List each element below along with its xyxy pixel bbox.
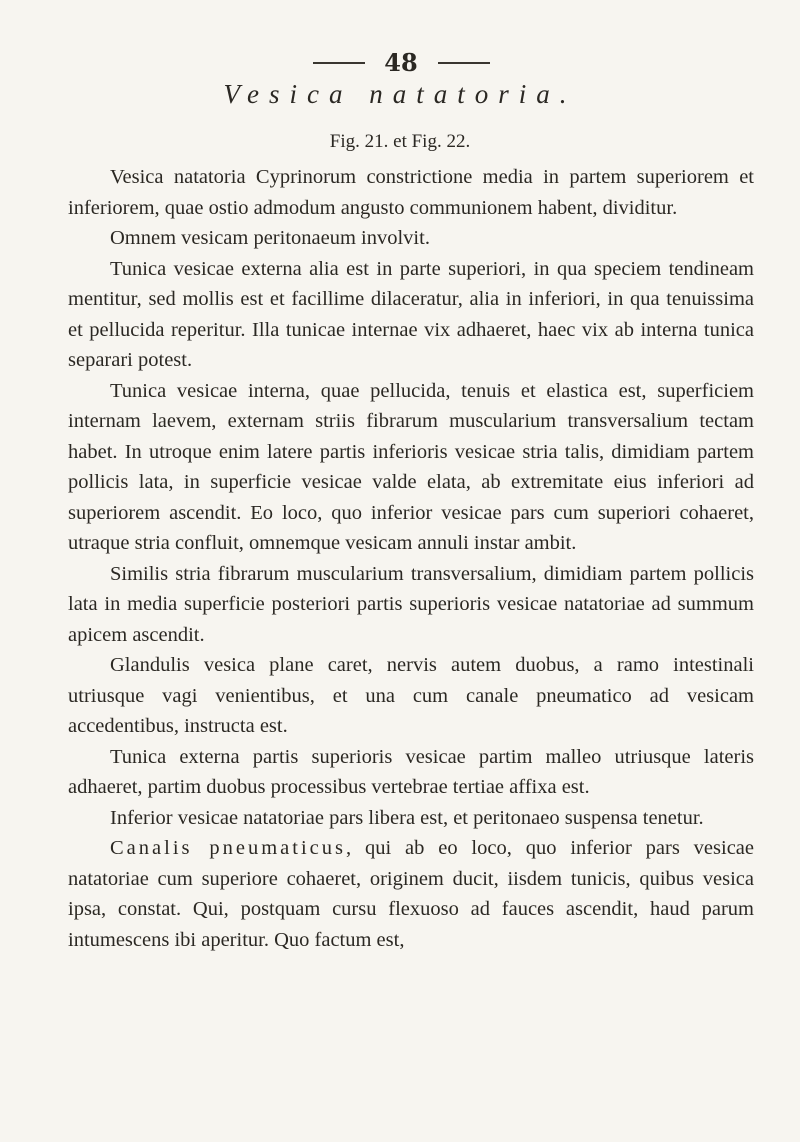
paragraph: Tunica vesicae externa alia est in parte superiori, in qua speciem tendineam mentitur, sed mollis est et facillime dilaceratur, alia in inferiori, in qua tenuissima et pellucida reperitur. Illa tunicae internae vix adhaeret, haec vix ab interna tunica separari potest. [68, 257, 754, 371]
paragraph: Inferior vesicae natatoriae pars libera est, et peritonaeo suspensa tenetur. [110, 806, 704, 829]
paragraph: Tunica vesicae interna, quae pellucida, tenuis et elastica est, superficiem internam laevem, externam striis fibrarum muscularium transversalium tectam habet. In utroque enim latere partis inferioris vesicae stria talis, dimidiam partem pollicis lata, in superficie vesicae valde elata, ab extremitate eius inferiori ad superiorem ascendit. Eo loco, quo inferior vesicae pars cum superiori cohaeret, utraque stria confluit, omnemque vesicam annuli instar ambit. [68, 379, 754, 554]
paragraph-canalis [68, 833, 754, 955]
paragraph: Vesica natatoria Cyprinorum constrictione media in partem superiorem et inferiorem, quae ostio admodum angusto communionem habent, dividitur. [68, 166, 754, 219]
paragraph: Glandulis vesica plane caret, nervis autem duobus, a ramo intestinali utriusque vagi venientibus, et una cum canale pneumatico ad vesicam accedentibus, instructa est. [68, 654, 754, 737]
term-canalis-pneumaticus: Canalis pneumaticus [110, 837, 346, 859]
figure-reference: Fig. 21. et Fig. 22. [329, 131, 471, 152]
header-rule-left [313, 62, 365, 64]
paragraph: Similis stria fibrarum muscularium transversalium, dimidiam partem pollicis lata in media superficie posteriori partis superioris vesicae natatoriae ad summum apicem ascendit. [68, 562, 754, 646]
page-number: 48 [384, 48, 418, 77]
header-rule-right [438, 62, 490, 64]
body-text [68, 162, 754, 955]
paragraph-canalis-text: , qui ab eo loco, quo inferior pars vesicae natatoriae cum superiore cohaeret, originem ducit, iisdem tunicis, quibus vesica ipsa, constat. Qui, postquam cursu flexuoso ad fauces ascendit, haud parum intumescens ibi aperitur. Quo factum est, [68, 837, 754, 951]
section-title: Vesica natatoria. [223, 79, 577, 109]
paragraph: Tunica externa partis superioris vesicae partim malleo utriusque lateris adhaeret, partim duobus processibus vertebrae tertiae affixa est. [68, 745, 754, 798]
paragraph: Omnem vesicam peritonaeum involvit. [110, 227, 430, 249]
